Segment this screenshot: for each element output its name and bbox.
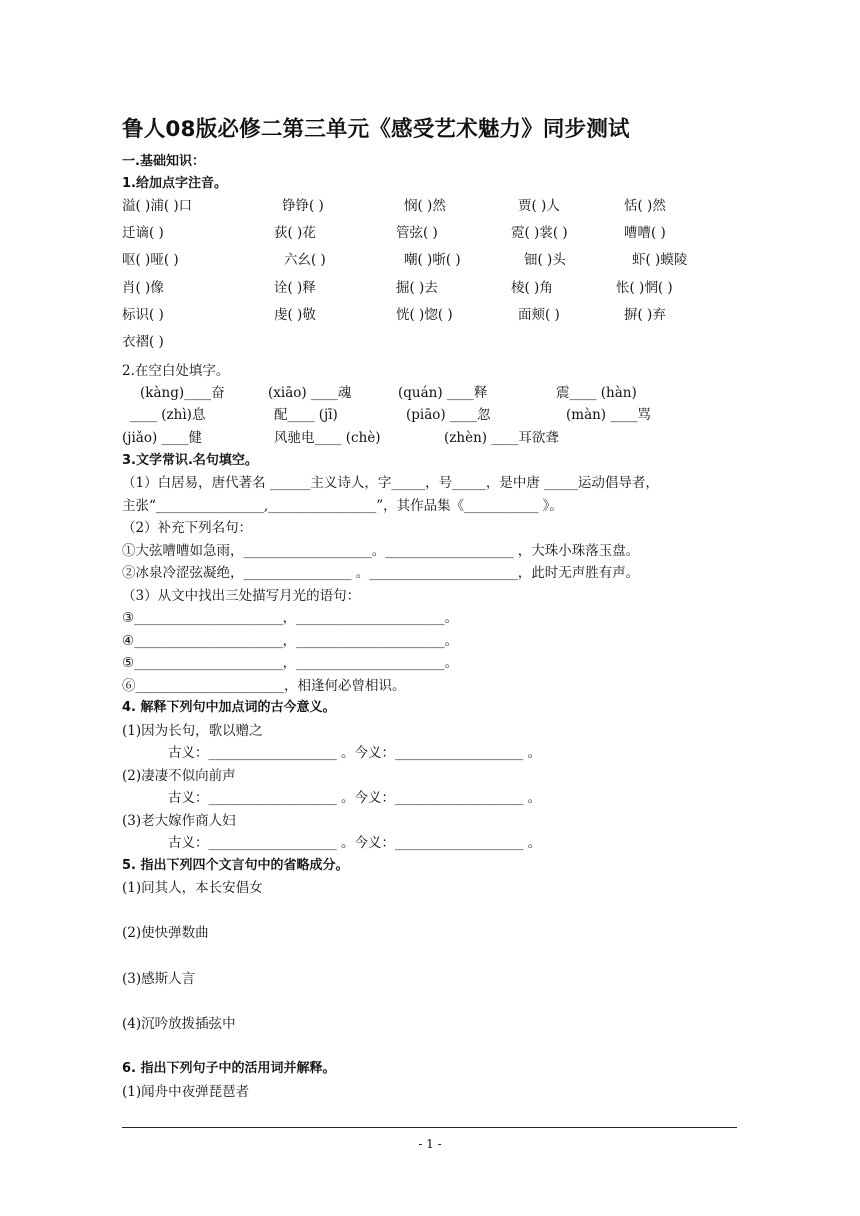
fill-item: 配____ (jī): [274, 407, 338, 423]
phonetic-item: 贾( )人: [518, 198, 560, 214]
phonetic-item: 怅( )惘( ): [616, 280, 673, 296]
footer-divider: [122, 1127, 737, 1128]
question-6-heading: 6. 指出下列句子中的活用词并解释。: [122, 1061, 336, 1076]
q5-item: (2)使快弹数曲: [122, 925, 209, 941]
question-3-heading: 3.文学常识.名句填空。: [122, 453, 258, 468]
fill-item: (kàng)____奋: [140, 385, 225, 401]
q3-line: （3）从文中找出三处描写月光的语句：: [122, 588, 361, 604]
question-2-heading: 2.在空白处填字。: [122, 363, 230, 379]
phonetic-item: 嘈嘈( ): [624, 225, 666, 241]
q3-line: 主张“________________,________________”，其作品集《___________ 》。: [122, 498, 563, 514]
phonetic-item: 虾( )蟆陵: [632, 252, 688, 268]
phonetic-item: 衣褶( ): [122, 334, 164, 350]
phonetic-item: 面颊( ): [518, 307, 560, 323]
question-5-heading: 5. 指出下列四个文言句中的省略成分。: [122, 858, 349, 873]
q5-item: (1)问其人，本长安倡女: [122, 880, 263, 896]
phonetic-item: 诠( )释: [274, 280, 316, 296]
q5-item: (4)沉吟放拨插弦中: [122, 1016, 236, 1032]
q4-meaning-line: 古义：___________________ 。今义：___________________ 。: [168, 835, 542, 851]
phonetic-item: 嘲( )哳( ): [404, 252, 461, 268]
fill-item: (xiāo) ____魂: [268, 385, 352, 401]
phonetic-item: 六幺( ): [284, 252, 326, 268]
phonetic-item: 虔( )敬: [274, 307, 316, 323]
q4-meaning-line: 古义：___________________ 。今义：___________________ 。: [168, 745, 542, 761]
phonetic-item: 霓( )裳( ): [511, 225, 568, 241]
phonetic-item: 铮铮( ): [282, 198, 324, 214]
phonetic-item: 钿( )头: [524, 252, 566, 268]
phonetic-item: 掘( )去: [396, 280, 438, 296]
q3-line: ⑤______________________，______________________。: [122, 655, 459, 671]
q3-line: ②冰泉冷涩弦凝绝，________________ 。______________________，此时无声胜有声。: [122, 565, 640, 581]
q5-item: (3)感斯人言: [122, 971, 196, 987]
fill-item: (màn) ____骂: [566, 407, 651, 423]
fill-item: ____ (zhì)息: [130, 407, 206, 423]
q3-line: ③______________________，______________________。: [122, 610, 459, 626]
phonetic-item: 管弦( ): [396, 225, 438, 241]
phonetic-item: 恍( )惚( ): [396, 307, 453, 323]
q3-line: ⑥______________________，相逢何必曾相识。: [122, 678, 406, 694]
phonetic-item: 迁谪( ): [122, 225, 164, 241]
fill-item: 震____ (hàn): [556, 385, 637, 401]
phonetic-item: 肖( )像: [122, 280, 164, 296]
phonetic-item: 溢( )浦( )口: [122, 198, 193, 214]
q3-line: （1）白居易，唐代著名 ______主义诗人，字_____，号_____，是中唐 _____运动倡导者，: [122, 475, 659, 491]
phonetic-item: 悯( )然: [404, 198, 446, 214]
section-basic-knowledge: 一.基础知识：: [122, 154, 205, 169]
q4-sentence: (3)老大嫁作商人妇: [122, 813, 236, 829]
fill-item: (zhèn) ____耳欲聋: [444, 430, 559, 446]
fill-item: (quán) ____释: [398, 385, 488, 401]
q4-sentence: (2)凄凄不似向前声: [122, 768, 236, 784]
fill-item: (piāo) ____忽: [406, 407, 491, 423]
phonetic-item: 标识( ): [122, 307, 164, 323]
q4-meaning-line: 古义：___________________ 。今义：___________________ 。: [168, 790, 542, 806]
q3-line: （2）补充下列名句：: [122, 520, 253, 536]
page-number: - 1 -: [418, 1137, 442, 1151]
question-1-heading: 1.给加点字注音。: [122, 176, 227, 191]
phonetic-item: 摒( )弃: [624, 307, 666, 323]
phonetic-item: 荻( )花: [274, 225, 316, 241]
phonetic-item: 呕( )哑( ): [122, 252, 179, 268]
phonetic-item: 棱( )角: [511, 280, 553, 296]
fill-item: (jiǎo) ____健: [122, 430, 203, 446]
document-title: 鲁人08版必修二第三单元《感受艺术魅力》同步测试: [122, 117, 630, 142]
q4-sentence: (1)因为长句，歌以赠之: [122, 723, 263, 739]
question-4-heading: 4. 解释下列句中加点词的古今意义。: [122, 700, 336, 715]
phonetic-item: 恬( )然: [624, 198, 666, 214]
q3-line: ④______________________，______________________。: [122, 633, 459, 649]
fill-item: 风驰电____ (chè): [274, 430, 381, 446]
q6-item: (1)闻舟中夜弹琵琶者: [122, 1084, 250, 1100]
q3-line: ①大弦嘈嘈如急雨，___________________。___________________ ，大珠小珠落玉盘。: [122, 543, 640, 559]
